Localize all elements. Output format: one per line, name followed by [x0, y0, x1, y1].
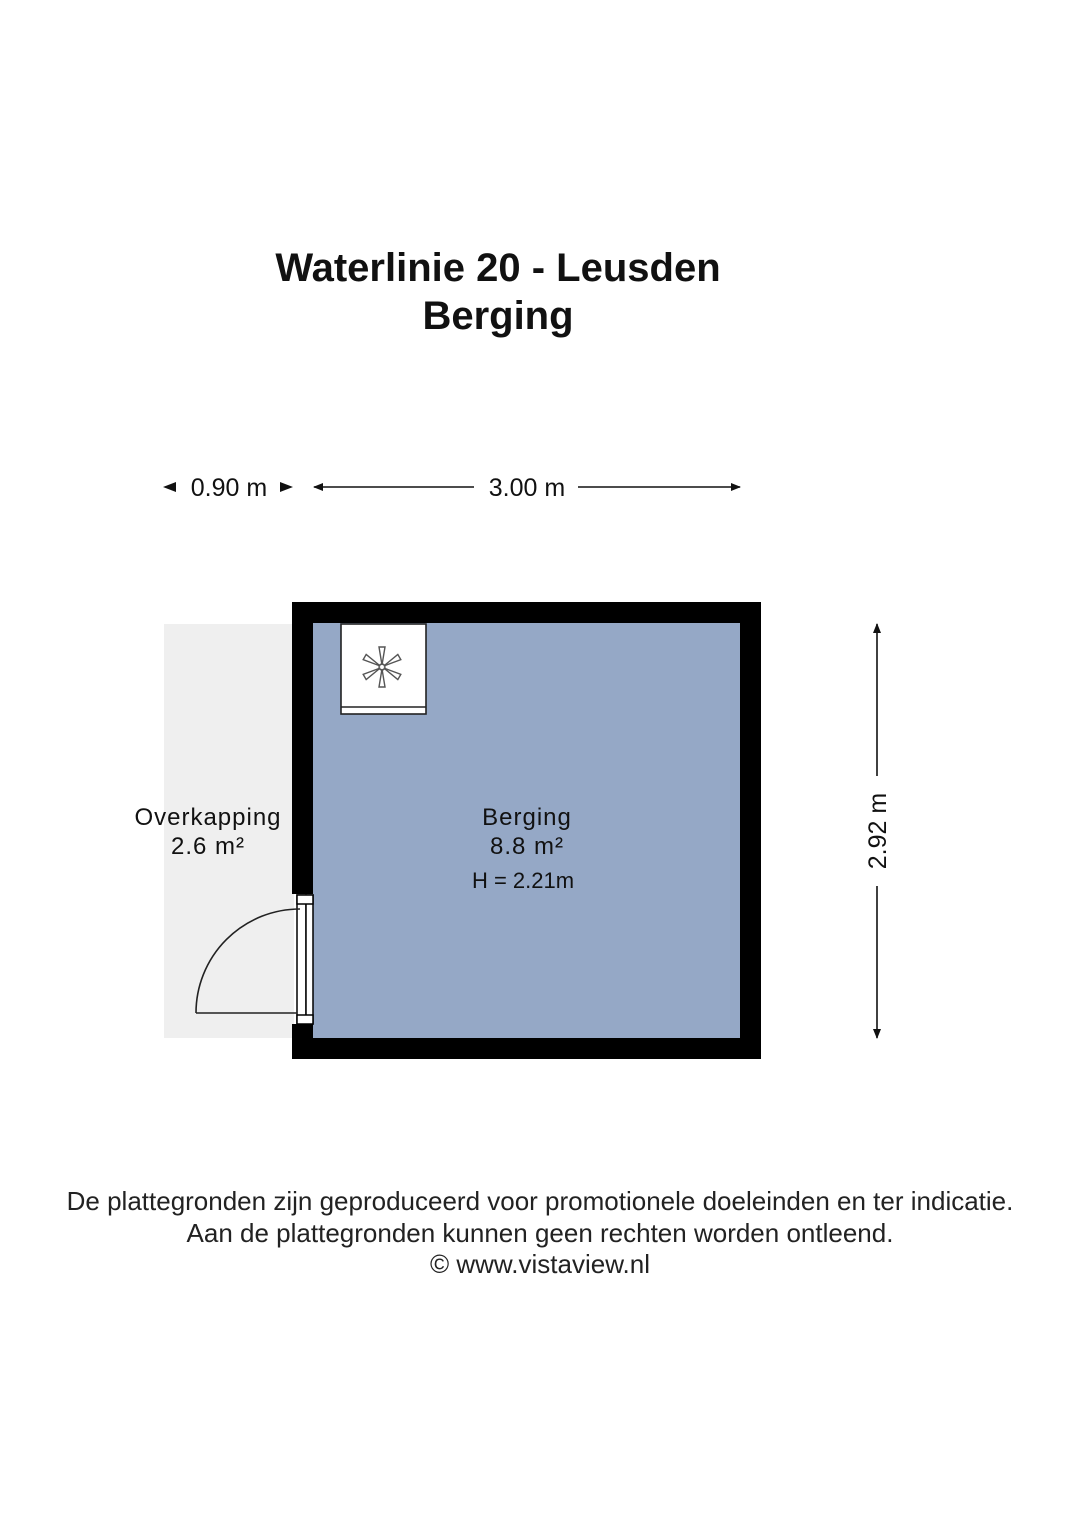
dimension-berging-depth: [864, 624, 892, 1038]
room-height-berging: H = 2.21m: [471, 868, 575, 893]
room-area-berging: 8.8 m²: [489, 833, 565, 860]
overkapping-area: [164, 624, 294, 1038]
room-name-berging: Berging: [482, 804, 572, 831]
room-name-overkapping: Overkapping: [134, 804, 282, 831]
dimension-label: 3.00 m: [488, 474, 566, 502]
dimension-label: 0.90 m: [190, 474, 268, 502]
room-area-overkapping: 2.6 m²: [170, 833, 246, 860]
plan-title: Waterlinie 20 - Leusden: [275, 246, 721, 290]
plan-subtitle: Berging: [422, 294, 574, 338]
door-frame: [297, 895, 313, 1024]
utility-unit: [341, 624, 426, 714]
disclaimer-line-2: Aan de plattegronden kunnen geen rechten worden ontleend.: [186, 1218, 894, 1248]
copyright-link[interactable]: © www.vistaview.nl: [430, 1249, 650, 1279]
dimension-berging-width: [314, 474, 740, 502]
disclaimer-line-1: De plattegronden zijn geproduceerd voor promotionele doeleinden en ter indicatie.: [66, 1186, 1014, 1216]
dimension-label: 2.92 m: [864, 792, 892, 870]
dimension-overkapping-width: [163, 474, 293, 502]
